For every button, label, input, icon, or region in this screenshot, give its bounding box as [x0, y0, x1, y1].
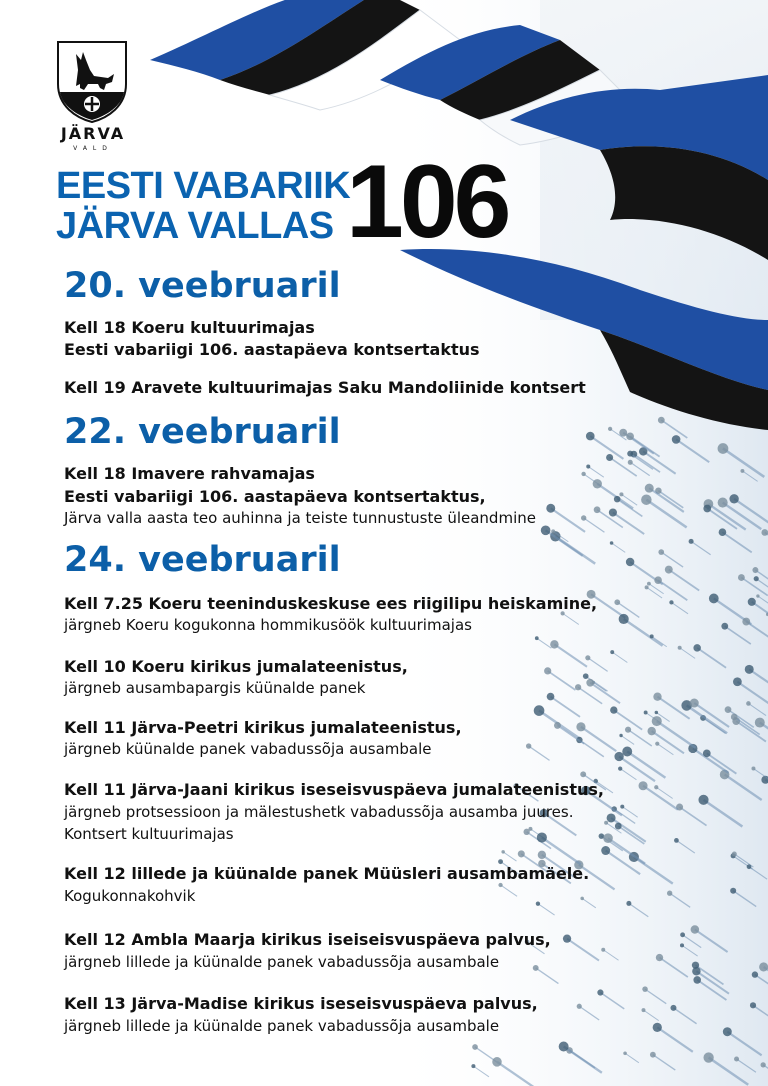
event-line: järgneb protsessioon ja mälestushetk vabadussõja ausamba juures.	[64, 803, 574, 821]
event-line: järgneb lillede ja küünalde panek vabadussõja ausambale	[64, 953, 500, 971]
date-heading-day-2: 22. veebruaril	[64, 412, 341, 452]
event-line: Kell 13 Järva-Madise kirikus iseseisvuspäeva palvus,	[64, 994, 538, 1013]
event-line: järgneb lillede ja küünalde panek vabadussõja ausambale	[64, 1017, 500, 1035]
event-line: järgneb ausambapargis küünalde panek	[64, 679, 366, 697]
event-line: Kogukonnakohvik	[64, 887, 196, 905]
logo-sub: VALD	[73, 145, 113, 152]
event-line: järgneb Koeru kogukonna hommikusöök kultuurimajas	[64, 616, 472, 634]
event-line: Kell 19 Aravete kultuurimajas Saku Mandoliinide kontsert	[64, 378, 586, 397]
event-line: Kell 18 Koeru kultuurimajas	[64, 318, 315, 337]
event-line: järgneb küünalde panek vabadussõja ausambale	[64, 740, 432, 758]
event-line: Kontsert kultuurimajas	[64, 825, 234, 843]
wolf-shield-icon	[56, 40, 128, 124]
event-line: Kell 10 Koeru kirikus jumalateenistus,	[64, 657, 408, 676]
title-line-1: EESTI VABARIIK	[56, 165, 351, 207]
title-line-2: JÄRVA VALLAS	[56, 205, 334, 247]
event-line: Kell 12 Ambla Maarja kirikus iseiseisvuspäeva palvus,	[64, 930, 551, 949]
date-heading-day-3: 24. veebruaril	[64, 540, 341, 580]
event-line: Kell 11 Järva-Jaani kirikus iseseisvuspäeva jumalateenistus,	[64, 780, 604, 799]
event-line: Järva valla aasta teo auhinna ja teiste tunnustuste üleandmine	[64, 509, 536, 527]
date-heading-day-1: 20. veebruaril	[64, 266, 341, 306]
event-line: Kell 7.25 Koeru teeninduskeskuse ees riigilipu heiskamine,	[64, 594, 598, 613]
event-line: Kell 12 lillede ja küünalde panek Müüsleri ausambamäele.	[64, 864, 590, 883]
logo-name: JÄRVA	[60, 124, 126, 143]
event-line: Eesti vabariigi 106. aastapäeva kontsertaktus,	[64, 487, 486, 506]
event-line: Kell 11 Järva-Peetri kirikus jumalateenistus,	[64, 718, 462, 737]
event-line: Kell 18 Imavere rahvamajas	[64, 464, 315, 483]
event-line: Eesti vabariigi 106. aastapäeva kontsertaktus	[64, 340, 480, 359]
jarva-coat-of-arms	[56, 40, 128, 124]
anniversary-number: 106	[346, 144, 508, 260]
